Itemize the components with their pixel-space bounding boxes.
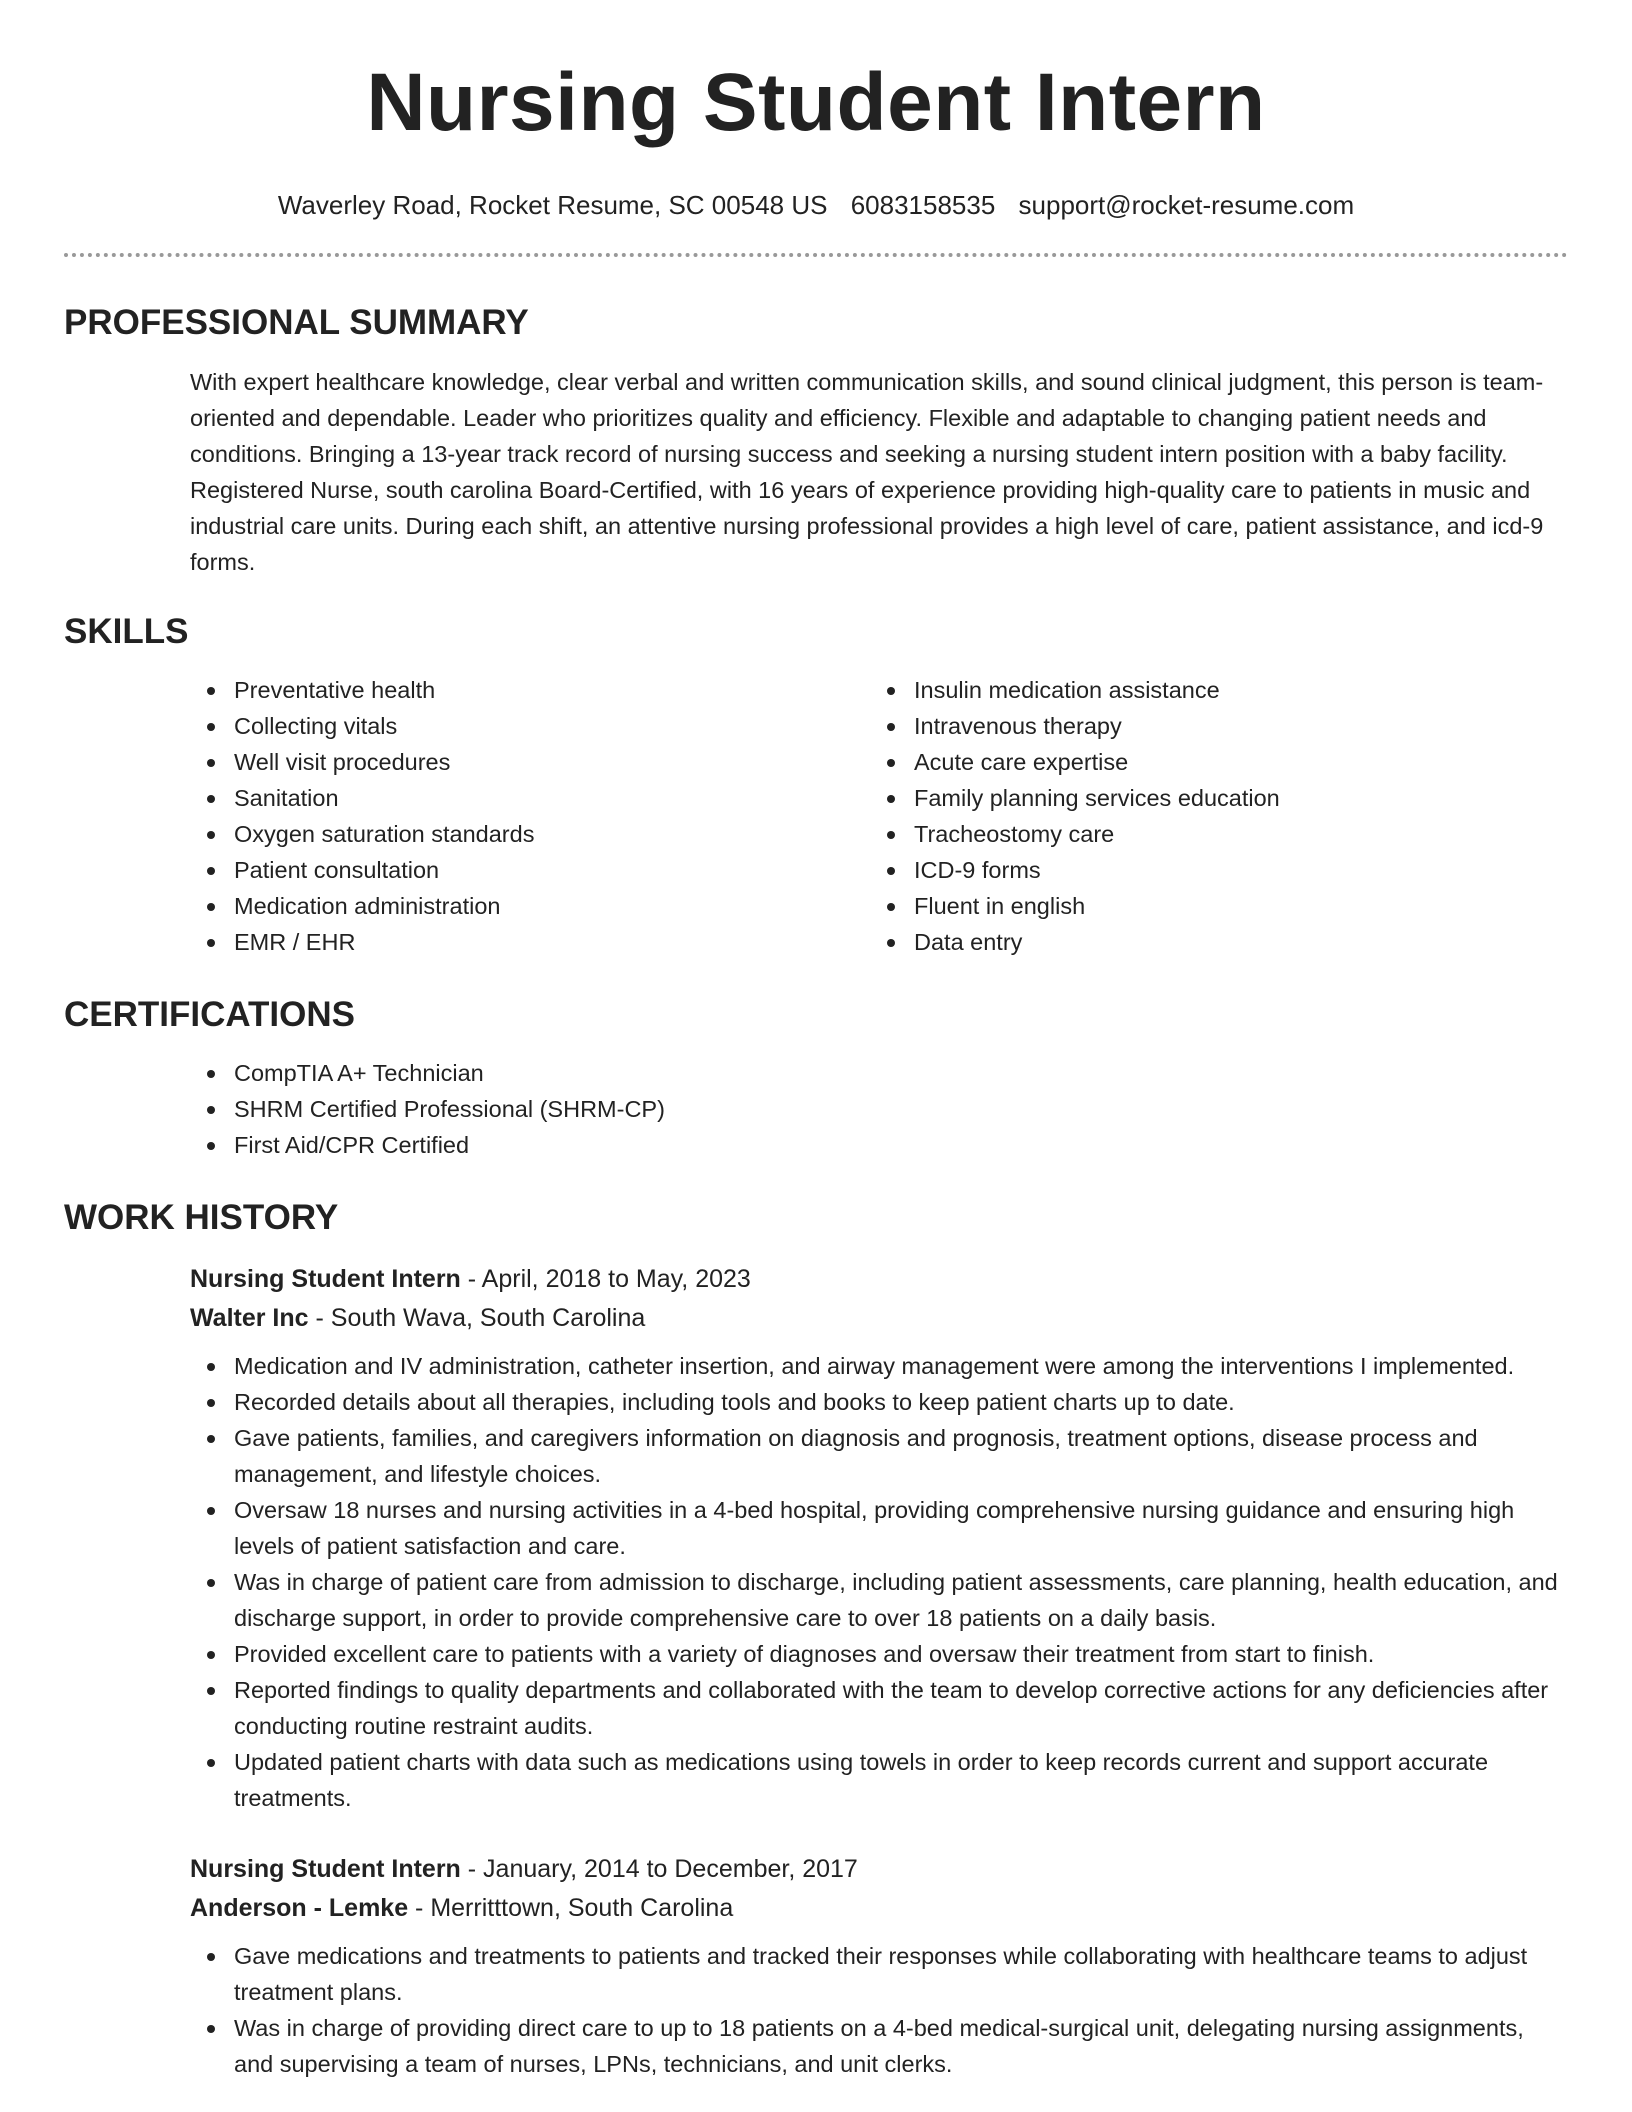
resume-name-heading: Nursing Student Intern: [366, 57, 1266, 148]
job-title-line: [190, 1850, 1568, 1889]
work-history-section-title: WORK HISTORY: [64, 1198, 339, 1237]
skill-item: Fluent in english: [870, 888, 1550, 924]
skills-grid: [190, 672, 1568, 960]
job-bullet: Was in charge of patient care from admission to discharge, including patient assessments, care planning, health education, and discharge support, in order to provide comprehensive care to over 18 patients on a daily basis.: [190, 1564, 1568, 1636]
skill-item: Medication administration: [190, 888, 870, 924]
job-bullet: Medication and IV administration, catheter insertion, and airway management were among the interventions I implemented.: [190, 1348, 1568, 1384]
contact-line: [64, 188, 1568, 222]
skill-item: ICD-9 forms: [870, 852, 1550, 888]
header-divider: [64, 253, 1568, 257]
job-title-line: [190, 1260, 1568, 1299]
skill-item: Acute care expertise: [870, 744, 1550, 780]
contact-email: support@rocket-resume.com: [1018, 190, 1355, 220]
certification-item: CompTIA A+ Technician: [190, 1055, 1568, 1091]
job-location: - Merritttown, South Carolina: [408, 1894, 734, 1922]
certifications-list: [190, 1055, 1568, 1163]
skills-section-title: SKILLS: [64, 612, 189, 651]
job-bullet-list: [190, 1938, 1568, 2082]
job-entry: [190, 1850, 1568, 2082]
job-bullet-list: [190, 1348, 1568, 1816]
skill-item: Tracheostomy care: [870, 816, 1550, 852]
summary-section-title: PROFESSIONAL SUMMARY: [64, 303, 529, 342]
job-role: Nursing Student Intern: [190, 1265, 461, 1293]
skill-item: Intravenous therapy: [870, 708, 1550, 744]
skill-item: Insulin medication assistance: [870, 672, 1550, 708]
job-company: Walter Inc: [190, 1304, 309, 1332]
job-bullet: Provided excellent care to patients with a variety of diagnoses and oversaw their treatment from start to finish.: [190, 1636, 1568, 1672]
skill-item: Data entry: [870, 924, 1550, 960]
job-location: - South Wava, South Carolina: [308, 1304, 646, 1332]
summary-text: With expert healthcare knowledge, clear verbal and written communication skills, and sound clinical judgment, this person is team-oriented and dependable. Leader who prioritizes quality and efficiency. Flexible and adaptable to changing patient needs and conditions. Bringing a 13-year track record of nursing success and seeking a nursing student intern position with a baby facility. Registered Nurse, south carolina Board-Certified, with 16 years of experience providing high-quality care to patients in music and industrial care units. During each shift, an attentive nursing professional provides a high level of care, patient assistance, and icd-9 forms.: [190, 369, 1544, 575]
skills-list-right: [870, 672, 1550, 960]
skill-item: Well visit procedures: [190, 744, 870, 780]
certification-item: First Aid/CPR Certified: [190, 1127, 1568, 1163]
job-bullet: Oversaw 18 nurses and nursing activities in a 4-bed hospital, providing comprehensive nursing guidance and ensuring high levels of patient satisfaction and care.: [190, 1492, 1568, 1564]
skill-item: Family planning services education: [870, 780, 1550, 816]
skill-item: Preventative health: [190, 672, 870, 708]
certification-item: SHRM Certified Professional (SHRM-CP): [190, 1091, 1568, 1127]
job-bullet: Was in charge of providing direct care to up to 18 patients on a 4-bed medical-surgical unit, delegating nursing assignments, and supervising a team of nurses, LPNs, technicians, and unit clerks.: [190, 2010, 1568, 2082]
job-company-line: [190, 1889, 1568, 1928]
job-bullet: Reported findings to quality departments and collaborated with the team to develop corrective actions for any deficiencies after conducting routine restraint audits.: [190, 1672, 1568, 1744]
contact-phone: 6083158535: [850, 190, 996, 220]
skill-item: Collecting vitals: [190, 708, 870, 744]
job-company-line: [190, 1299, 1568, 1338]
job-bullet: Updated patient charts with data such as medications using towels in order to keep records current and support accurate treatments.: [190, 1744, 1568, 1816]
job-dates: - January, 2014 to December, 2017: [460, 1855, 858, 1883]
job-bullet: Gave medications and treatments to patients and tracked their responses while collaborating with healthcare teams to adjust treatment plans.: [190, 1938, 1568, 2010]
job-bullet: Recorded details about all therapies, including tools and books to keep patient charts up to date.: [190, 1384, 1568, 1420]
skill-item: Sanitation: [190, 780, 870, 816]
skills-list-left: [190, 672, 870, 960]
job-company: Anderson - Lemke: [190, 1894, 409, 1922]
job-bullet: Gave patients, families, and caregivers information on diagnosis and prognosis, treatment options, disease process and management, and lifestyle choices.: [190, 1420, 1568, 1492]
job-dates: - April, 2018 to May, 2023: [460, 1265, 751, 1293]
skill-item: EMR / EHR: [190, 924, 870, 960]
job-role: Nursing Student Intern: [190, 1855, 461, 1883]
job-entry: [190, 1260, 1568, 1816]
contact-address: Waverley Road, Rocket Resume, SC 00548 US: [277, 190, 828, 220]
skill-item: Oxygen saturation standards: [190, 816, 870, 852]
certifications-section-title: CERTIFICATIONS: [64, 995, 356, 1034]
skill-item: Patient consultation: [190, 852, 870, 888]
